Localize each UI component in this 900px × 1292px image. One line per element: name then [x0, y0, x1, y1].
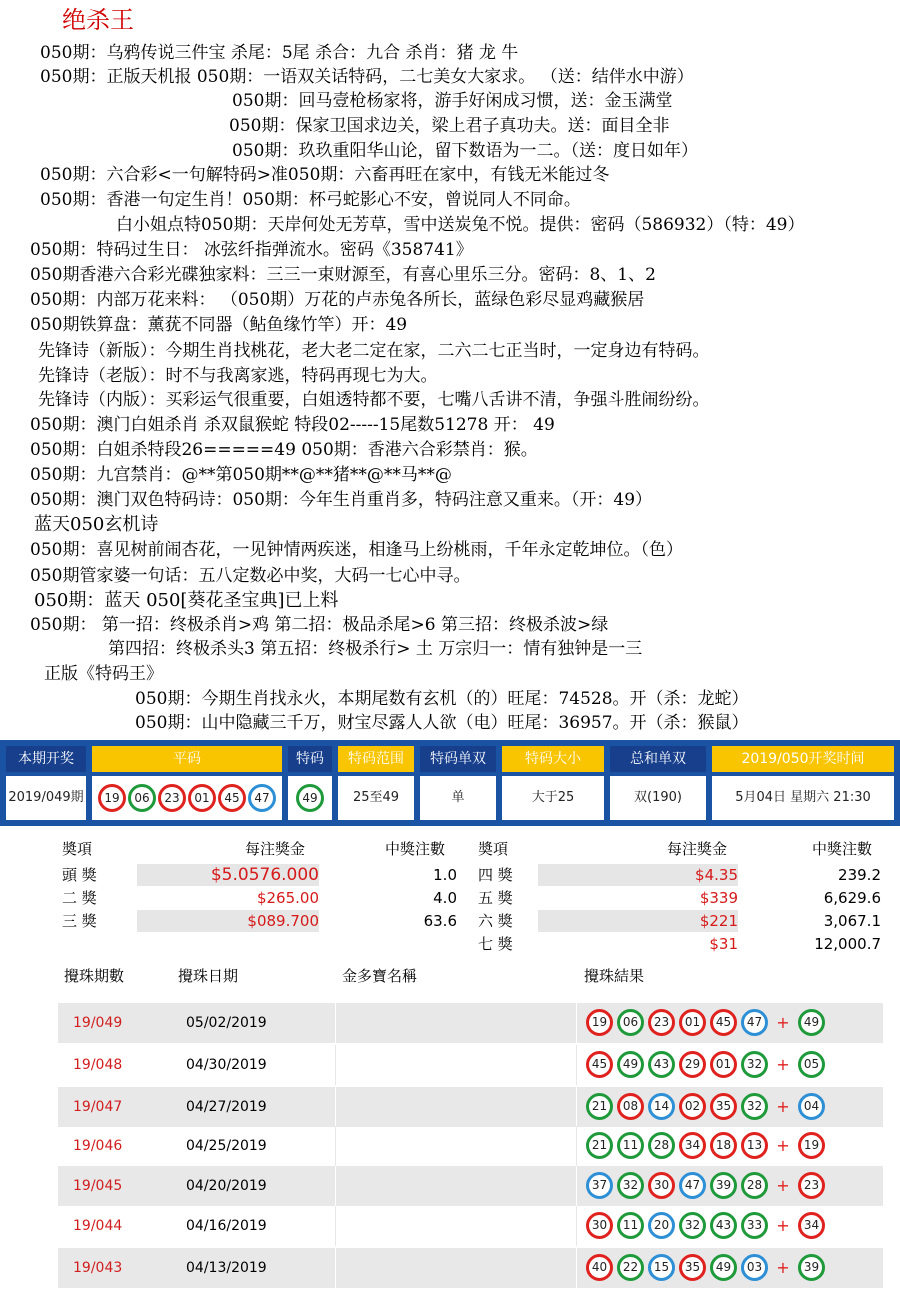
ball: 40	[586, 1254, 613, 1281]
tip-line: 050期铁算盘：薰莸不同器（鲇鱼缘竹竿）开：49	[30, 315, 408, 335]
ball: 20	[648, 1212, 675, 1239]
history-name-header: 金多寶名稱	[342, 967, 418, 985]
ball: 34	[679, 1132, 706, 1159]
ball: 32	[741, 1093, 768, 1120]
column-divider	[335, 1087, 336, 1127]
prize-name: 四 獎	[478, 866, 513, 884]
special-ball: 34	[798, 1212, 825, 1239]
table-row	[58, 1206, 883, 1246]
row-period: 19/047	[73, 1099, 123, 1115]
ball: 35	[679, 1254, 706, 1281]
ball: 02	[679, 1093, 706, 1120]
prize-row	[478, 933, 883, 955]
ball: 19	[98, 784, 126, 812]
special-size: 大于25	[502, 776, 604, 820]
plus-sign: +	[776, 1216, 790, 1235]
prize-amount: $339	[699, 889, 738, 907]
row-date: 04/13/2019	[186, 1260, 267, 1276]
tip-line: 050期：蓝天 050[葵花圣宝典]已上料	[34, 590, 339, 611]
row-balls	[584, 1051, 827, 1079]
column-divider	[335, 1248, 336, 1288]
plus-sign: +	[776, 1013, 790, 1032]
header-odd-even: 特码单双	[420, 746, 496, 772]
row-period: 19/046	[73, 1138, 123, 1154]
ball: 43	[710, 1212, 737, 1239]
prize-name: 頭 獎	[62, 866, 97, 884]
column-divider	[576, 1045, 577, 1085]
prize-name-header: 奬項	[62, 840, 93, 858]
ball: 15	[648, 1254, 675, 1281]
next-draw-time: 5月04日 星期六 21:30	[712, 776, 894, 820]
header-current-draw: 本期开奖	[6, 746, 86, 772]
prize-amount-header: 每注獎金	[245, 840, 306, 858]
prize-name: 五 獎	[478, 889, 513, 907]
tip-line: 050期：山中隐藏三千万，财宝尽露人人欲（电）旺尾：36957。开（杀：猴鼠）	[135, 713, 749, 733]
ball: 11	[617, 1212, 644, 1239]
tip-line: 050期：白姐杀特段26=====49 050期：香港六合彩禁肖：猴。	[30, 440, 538, 460]
ball: 23	[158, 784, 186, 812]
ball: 29	[679, 1051, 706, 1078]
header-size: 特码大小	[502, 746, 604, 772]
tip-heading: 蓝天050玄机诗	[34, 514, 159, 535]
special-ball: 49	[798, 1009, 825, 1036]
column-divider	[576, 1206, 577, 1246]
prize-count: 6,629.6	[823, 889, 881, 907]
ball: 43	[648, 1051, 675, 1078]
history-result-header: 攪珠結果	[584, 967, 645, 985]
column-divider	[335, 1003, 336, 1043]
column-divider	[335, 1045, 336, 1085]
plus-sign: +	[776, 1055, 790, 1074]
tip-line: 先锋诗（内版）：买彩运气很重要，白姐透特都不要，七嘴八舌讲不清，争强斗胜闹纷纷。	[38, 390, 710, 410]
ball: 21	[586, 1093, 613, 1120]
row-date: 04/27/2019	[186, 1099, 267, 1115]
row-balls	[584, 1009, 827, 1037]
tip-line: 050期：九宫禁肖：@**第050期**@**猪**@**马**@	[30, 465, 452, 485]
row-balls	[584, 1212, 827, 1240]
ball: 45	[218, 784, 246, 812]
row-balls	[584, 1093, 827, 1121]
row-balls	[584, 1172, 827, 1200]
prize-count: 239.2	[838, 866, 881, 884]
column-divider	[576, 1166, 577, 1206]
ball: 30	[648, 1172, 675, 1199]
row-period: 19/044	[73, 1218, 123, 1234]
row-date: 04/25/2019	[186, 1138, 267, 1154]
prize-row	[478, 864, 883, 886]
table-row	[58, 1045, 883, 1085]
tip-line: 050期：香港一句定生肖！050期：杯弓蛇影心不安，曾说同人不同命。	[40, 190, 581, 210]
prize-name-header: 奬項	[478, 840, 509, 858]
regular-balls	[92, 776, 282, 820]
column-divider	[576, 1126, 577, 1166]
sum-odd-even: 双(190)	[610, 776, 706, 820]
ball: 47	[741, 1009, 768, 1036]
row-date: 04/30/2019	[186, 1057, 267, 1073]
table-row	[58, 1003, 883, 1043]
prize-name: 六 獎	[478, 912, 513, 930]
draw-result-table	[0, 740, 900, 826]
special-ball: 39	[798, 1254, 825, 1281]
row-date: 04/20/2019	[186, 1178, 267, 1194]
ball: 23	[648, 1009, 675, 1036]
row-date: 05/02/2019	[186, 1015, 267, 1031]
tip-line: 050期：正版天机报 050期：一语双关话特码，二七美女大家求。 （送：结伴水中游）	[40, 67, 694, 87]
special-ball: 05	[798, 1051, 825, 1078]
tip-line: 050期：乌鸦传说三件宝 杀尾：5尾 杀合：九合 杀肖：猪 龙 牛	[40, 43, 519, 63]
tip-line: 正版《特码王》	[44, 664, 163, 684]
ball: 19	[586, 1009, 613, 1036]
table-row	[58, 1087, 883, 1127]
tip-line: 050期：内部万花来料： （050期）万花的卢赤兔各所长，蓝绿色彩尽显鸡藏猴居	[30, 290, 645, 310]
ball: 49	[710, 1254, 737, 1281]
tip-line: 050期：特码过生日： 冰弦纤指弹流水。密码《358741》	[30, 240, 473, 260]
column-divider	[576, 1087, 577, 1127]
prize-name: 三 獎	[62, 912, 97, 930]
row-period: 19/045	[73, 1178, 123, 1194]
tip-line: 050期：喜见树前闹杏花，一见钟情两疾迷，相逢马上纷桃雨，千年永定乾坤位。（色）	[30, 540, 683, 560]
prize-count: 12,000.7	[814, 935, 881, 953]
tip-line: 第四招：终极杀头3 第五招：终极杀行> 土 万宗归一：情有独钟是一三	[108, 639, 643, 659]
ball: 28	[648, 1132, 675, 1159]
history-date-header: 攪珠日期	[178, 967, 239, 985]
tip-line: 050期：今期生肖找永火，本期尾数有玄机（的）旺尾：74528。开（杀：龙蛇）	[135, 689, 749, 709]
ball: 35	[710, 1093, 737, 1120]
column-divider	[576, 1248, 577, 1288]
history-period-header: 攪珠期數	[64, 967, 125, 985]
prize-amount: $31	[709, 935, 738, 953]
prize-row	[62, 887, 462, 909]
prize-row	[478, 910, 883, 932]
prize-amount: $221	[538, 910, 738, 932]
prize-amount-header: 每注獎金	[667, 840, 728, 858]
header-next-time: 2019/050开奖时间	[712, 746, 894, 772]
prize-row	[62, 864, 462, 886]
ball: 01	[679, 1009, 706, 1036]
row-period: 19/049	[73, 1015, 123, 1031]
ball: 30	[586, 1212, 613, 1239]
draw-period: 2019/049期	[6, 776, 86, 820]
tip-line: 050期：玖玖重阳华山论，留下数语为一二。（送：度日如年）	[232, 141, 698, 161]
plus-sign: +	[776, 1258, 790, 1277]
ball: 11	[617, 1132, 644, 1159]
tip-line: 050期：回马壹枪杨家将，游手好闲成习惯，送：金玉满堂	[232, 91, 673, 111]
ball: 21	[586, 1132, 613, 1159]
row-date: 04/16/2019	[186, 1218, 267, 1234]
ball: 45	[586, 1051, 613, 1078]
ball: 33	[741, 1212, 768, 1239]
ball: 01	[710, 1051, 737, 1078]
prize-count: 4.0	[433, 889, 457, 907]
column-divider	[335, 1206, 336, 1246]
prize-count-header: 中獎注數	[385, 840, 446, 858]
special-ball: 23	[798, 1172, 825, 1199]
plus-sign: +	[776, 1136, 790, 1155]
prize-count-header: 中獎注數	[812, 840, 873, 858]
tip-line: 白小姐点特050期：天岸何处无芳草，雪中送炭兔不悦。提供：密码（586932）（特：49）	[116, 215, 805, 235]
page-title: 绝杀王	[62, 6, 134, 34]
prize-count: 3,067.1	[823, 912, 881, 930]
tip-line: 050期：澳门白姐杀肖 杀双鼠猴蛇 特段02-----15尾数51278 开： 49	[30, 415, 555, 435]
tip-line: 050期： 第一招：终极杀肖>鸡 第二招：极品杀尾>6 第三招：终极杀波>绿	[30, 615, 609, 635]
ball: 28	[741, 1172, 768, 1199]
prize-name: 七 獎	[478, 935, 513, 953]
header-special: 特码	[288, 746, 332, 772]
tip-line: 050期：保家卫国求边关，梁上君子真功夫。送：面目全非	[229, 116, 670, 136]
prize-count: 63.6	[423, 912, 457, 930]
table-row	[58, 1166, 883, 1206]
ball: 01	[188, 784, 216, 812]
special-ball-cell	[288, 776, 332, 820]
tip-line: 先锋诗（新版）：今期生肖找桃花，老大老二定在家，二六二七正当时，一定身边有特码。	[38, 341, 710, 361]
tip-line: 050期香港六合彩光碟独家料：三三一束财源至，有喜心里乐三分。密码：8、1、2	[30, 265, 656, 285]
header-regular: 平码	[92, 746, 282, 772]
ball: 08	[617, 1093, 644, 1120]
column-divider	[335, 1126, 336, 1166]
row-balls	[584, 1254, 827, 1282]
ball: 39	[710, 1172, 737, 1199]
prize-name: 二 獎	[62, 889, 97, 907]
special-ball: 49	[296, 784, 324, 812]
ball: 18	[710, 1132, 737, 1159]
prize-amount: $265.00	[256, 889, 319, 907]
ball: 06	[128, 784, 156, 812]
prize-row	[478, 887, 883, 909]
table-row	[58, 1248, 883, 1288]
prize-amount: $4.35	[538, 864, 738, 886]
column-divider	[576, 1003, 577, 1043]
tip-line: 先锋诗（老版）：时不与我离家逃，特码再现七为大。	[38, 366, 438, 386]
prize-amount: $5.0576.000	[137, 864, 319, 886]
row-period: 19/048	[73, 1057, 123, 1073]
ball: 06	[617, 1009, 644, 1036]
ball: 37	[586, 1172, 613, 1199]
ball: 32	[679, 1212, 706, 1239]
ball: 32	[741, 1051, 768, 1078]
table-row	[58, 1126, 883, 1166]
plus-sign: +	[776, 1176, 790, 1195]
ball: 03	[741, 1254, 768, 1281]
ball: 32	[617, 1172, 644, 1199]
ball: 47	[248, 784, 276, 812]
prize-count: 1.0	[433, 866, 457, 884]
ball: 22	[617, 1254, 644, 1281]
tip-line: 050期：澳门双色特码诗：050期：今年生肖重肖多，特码注意又重来。（开：49）	[30, 490, 653, 510]
special-odd-even: 单	[420, 776, 496, 820]
prize-row	[62, 910, 462, 932]
header-sum: 总和单双	[610, 746, 706, 772]
special-ball: 19	[798, 1132, 825, 1159]
ball: 49	[617, 1051, 644, 1078]
tip-line: 050期管家婆一句话：五八定数必中奖，大码一七心中寻。	[30, 566, 471, 586]
plus-sign: +	[776, 1097, 790, 1116]
column-divider	[335, 1166, 336, 1206]
prize-amount: $089.700	[137, 910, 319, 932]
ball: 13	[741, 1132, 768, 1159]
ball: 45	[710, 1009, 737, 1036]
header-range: 特码范围	[338, 746, 414, 772]
special-range: 25至49	[338, 776, 414, 820]
ball: 47	[679, 1172, 706, 1199]
row-period: 19/043	[73, 1260, 123, 1276]
row-balls	[584, 1132, 827, 1160]
ball: 14	[648, 1093, 675, 1120]
special-ball: 04	[798, 1093, 825, 1120]
tip-line: 050期：六合彩<一句解特码>准050期：六畜再旺在家中，有钱无米能过冬	[40, 165, 610, 185]
